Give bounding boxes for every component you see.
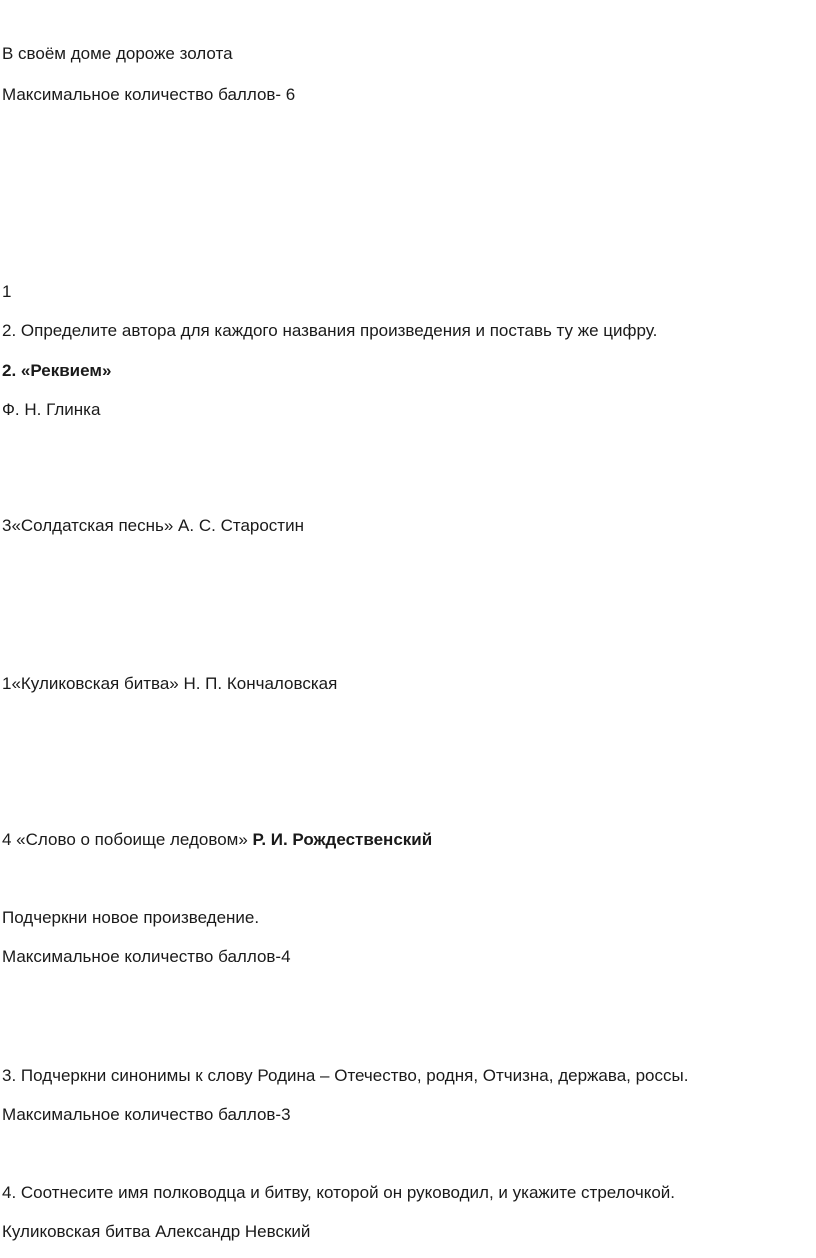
instruction-line: Подчеркни новое произведение. [2,908,260,927]
work-author-pair [2,830,432,850]
max-score-line: Максимальное количество баллов-4 [2,947,291,966]
task-2-heading: 2. «Реквием» [2,361,112,380]
max-score-line: Максимальное количество баллов-3 [2,1105,291,1124]
task-2-prompt: 2. Определите автора для каждого названия произведения и поставь ту же цифру. [2,321,658,340]
author-line: Ф. Н. Глинка [2,400,101,419]
page-number: 1 [2,282,12,301]
battle-commander-pair: Куликовская битва Александр Невский [2,1222,311,1241]
work-author: Р. И. Рождественский [252,830,433,849]
work-author-pair: 3«Солдатская песнь» А. С. Старостин [2,516,304,535]
task-3-prompt: 3. Подчеркни синонимы к слову Родина – Отечество, родня, Отчизна, держава, россы. [2,1066,689,1085]
work-title: 4 «Слово о побоище ледовом» [2,830,253,849]
max-score-line: Максимальное количество баллов- 6 [2,85,296,104]
title-line: В своём доме дороже золота [2,44,233,63]
work-author-pair: 1«Куликовская битва» Н. П. Кончаловская [2,674,338,693]
task-4-prompt: 4. Соотнесите имя полководца и битву, которой он руководил, и укажите стрелочкой. [2,1183,676,1202]
